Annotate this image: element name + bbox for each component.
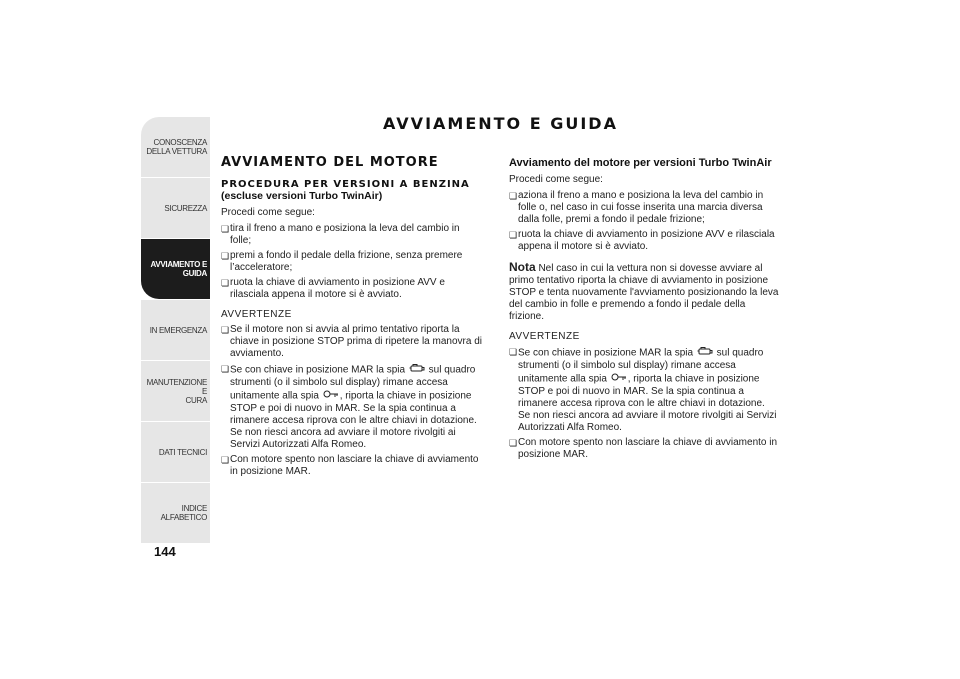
tab-sicurezza[interactable]: SICUREZZA bbox=[141, 178, 210, 238]
list-item: ❏ aziona il freno a mano e posiziona la leva del cambio in folle o, nel caso in cui fosse inserita una marcia diversa dalla folle, premi a fondo il pedale frizione; bbox=[509, 190, 779, 226]
tab-manutenzione-e-cura[interactable]: MANUTENZIONE E CURA bbox=[141, 361, 210, 421]
tab-conoscenza-della-vettura[interactable]: CONOSCENZA DELLA VETTURA bbox=[141, 117, 210, 177]
note-paragraph bbox=[509, 261, 779, 323]
page-number: 144 bbox=[154, 544, 176, 559]
steps-list bbox=[221, 223, 483, 301]
list-item: ❏ Se il motore non si avvia al primo tentativo riporta la chiave in posizione STOP prima di ripetere la manovra di avviamento. bbox=[221, 324, 483, 360]
key-lamp-icon bbox=[323, 389, 339, 403]
procedure-heading-note: (escluse versioni Turbo TwinAir) bbox=[221, 190, 383, 202]
procedure-heading: PROCEDURA PER VERSIONI A BENZINA bbox=[221, 179, 470, 190]
note-text: Nel caso in cui la vettura non si dovesse avviare al primo tentativo riporta la chiave di avviamento in posizione STOP e tenta nuovamente l'avviamento posizionando la leva del cambio in folle e premendo a fondo il pedale della frizione. bbox=[509, 263, 779, 322]
engine-immobilizer-lamp-icon bbox=[697, 346, 713, 360]
twinair-heading: Avviamento del motore per versioni Turbo TwinAir bbox=[509, 157, 772, 169]
list-item: ❏ Con motore spento non lasciare la chiave di avviamento in posizione MAR. bbox=[221, 454, 483, 478]
intro-text: Procedi come segue: bbox=[221, 207, 315, 218]
list-item: ❏ Con motore spento non lasciare la chiave di avviamento in posizione MAR. bbox=[509, 437, 779, 461]
list-item: ❏ Se con chiave in posizione MAR la spia sul quadro strumenti (o il simbolo sul display) rimane accesa unitamente alla spia , riporta la chiave in posizione STOP e poi di nuovo in MAR. Se la spia continua a rimanere accesa riprova con le altre chiavi in dotazione. Se non riesci ancora ad avviare il motore rivolgiti ai Servizi Autorizzati Alfa Romeo. bbox=[221, 363, 483, 451]
warnings-title: AVVERTENZE bbox=[221, 309, 292, 320]
left-column bbox=[221, 157, 483, 484]
list-item: ❏ tira il freno a mano e posiziona la leva del cambio in folle; bbox=[221, 223, 483, 247]
list-item: ❏ ruota la chiave di avviamento in posizione AVV e rilasciala appena il motore si è avviato. bbox=[221, 277, 483, 301]
warnings-list bbox=[509, 346, 779, 461]
tab-indice-alfabetico[interactable]: INDICE ALFABETICO bbox=[141, 483, 210, 543]
tab-in-emergenza[interactable]: IN EMERGENZA bbox=[141, 300, 210, 360]
note-label: Nota bbox=[509, 260, 536, 274]
tab-dati-tecnici[interactable]: DATI TECNICI bbox=[141, 422, 210, 482]
chapter-sidebar bbox=[141, 117, 210, 544]
steps-list bbox=[509, 190, 779, 253]
section-heading: AVVIAMENTO DEL MOTORE bbox=[221, 155, 439, 170]
intro-text: Procedi come segue: bbox=[509, 174, 603, 185]
warnings-list bbox=[221, 324, 483, 478]
page-title: AVVIAMENTO E GUIDA bbox=[383, 114, 618, 133]
engine-immobilizer-lamp-icon bbox=[409, 363, 425, 377]
key-lamp-icon bbox=[611, 372, 627, 386]
list-item: ❏ Se con chiave in posizione MAR la spia sul quadro strumenti (o il simbolo sul display) rimane accesa unitamente alla spia , riporta la chiave in posizione STOP e poi di nuovo in MAR. Se la spia continua a rimanere accesa riprova con le altre chiavi in dotazione. Se non riesci ancora ad avviare il motore rivolgiti ai Servizi Autorizzati Alfa Romeo. bbox=[509, 346, 779, 434]
list-item: ❏ premi a fondo il pedale della frizione, senza premere l’acceleratore; bbox=[221, 250, 483, 274]
list-item: ❏ ruota la chiave di avviamento in posizione AVV e rilasciala appena il motore si è avviato. bbox=[509, 229, 779, 253]
warnings-title: AVVERTENZE bbox=[509, 331, 580, 342]
tab-avviamento-e-guida[interactable]: AVVIAMENTO E GUIDA bbox=[141, 239, 210, 299]
right-column bbox=[509, 157, 779, 467]
